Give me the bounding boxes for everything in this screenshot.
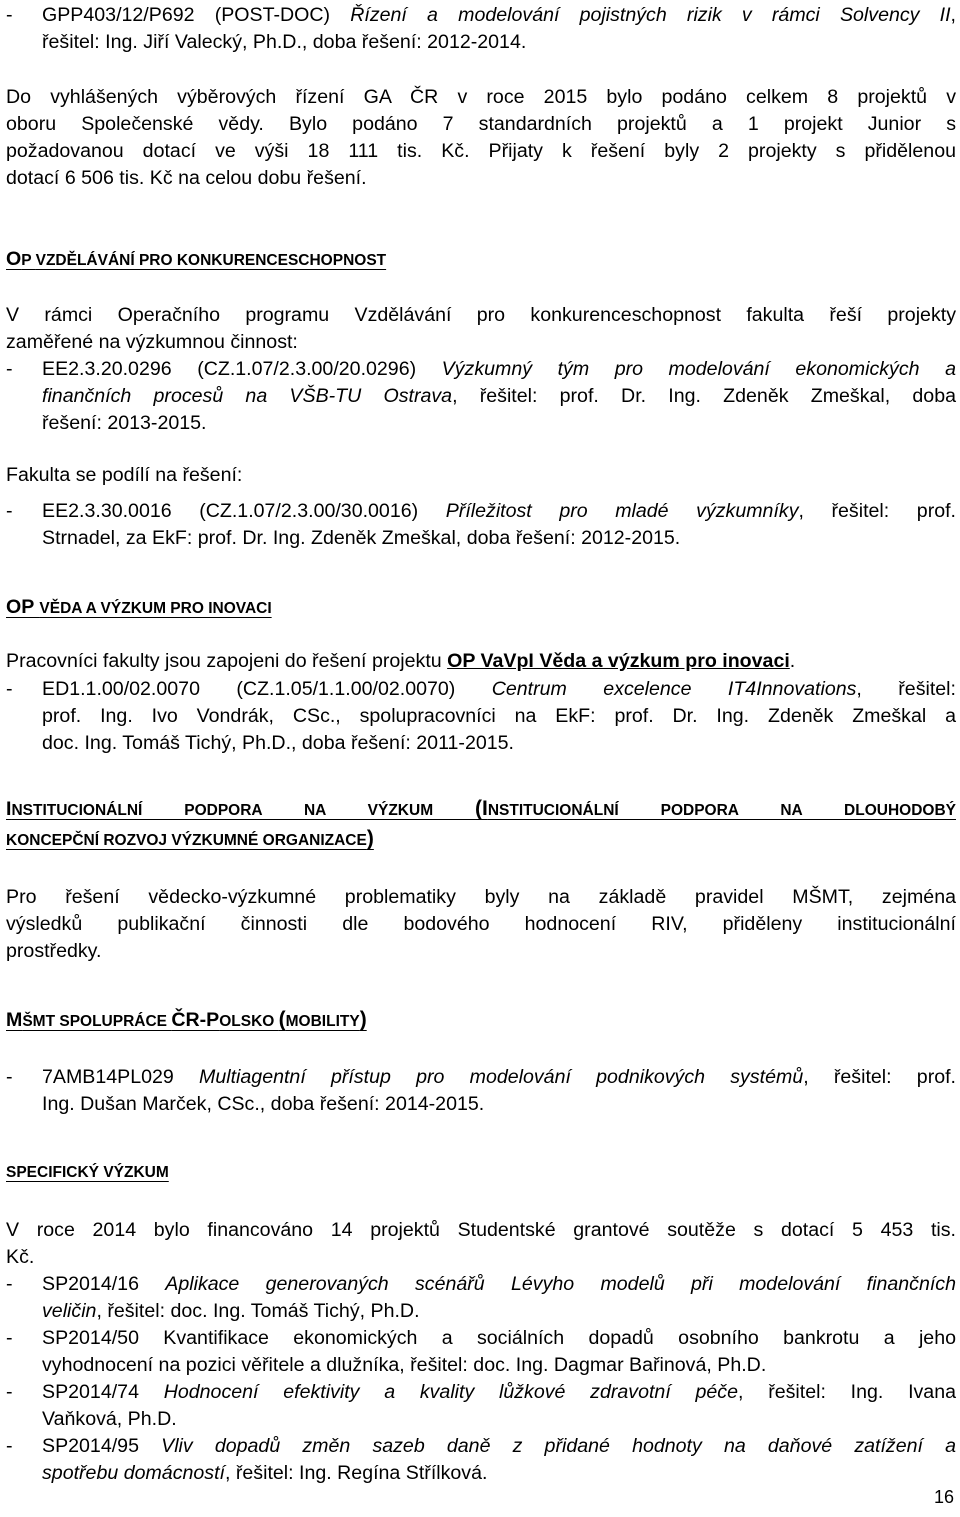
participates-label: Fakulta se podílí na řešení: bbox=[6, 464, 243, 486]
page-number: 16 bbox=[933, 1487, 954, 1507]
list-item-line: řešitel: Ing. Jiří Valecký, Ph.D., doba řešení: 2012-2014. bbox=[42, 31, 527, 53]
heading-institutional: INSTITUCIONÁLNÍ PODPORA NA VÝZKUM (INSTITUCIONÁLNÍ PODPORA NA DLOUHODOBÝ bbox=[6, 797, 956, 820]
institutional-paragraph: Pro řešení vědecko-výzkumné problematiky byly na základě pravidel MŠMT, zejména výsledků publikační činnosti dle bodového hodnocení RIV, přiděleny institucionální prostředky. bbox=[6, 886, 956, 962]
list-item-line: GPP403/12/P692 (POST-DOC) Řízení a modelování pojistných rizik v rámci Solvency II, bbox=[42, 4, 956, 26]
heading-institutional-line2: KONCEPČNÍ ROZVOJ VÝZKUMNÉ ORGANIZACE) bbox=[6, 827, 374, 850]
op-vk-intro: V rámci Operačního programu Vzdělávání pro konkurenceschopnost fakulta řeší projekty zaměřené na výzkumnou činnost: bbox=[6, 304, 956, 353]
specific-intro: V roce 2014 bylo financováno 14 projektů Studentské grantové soutěže s dotací 5 453 tis. Kč. bbox=[6, 1219, 956, 1268]
heading-specific: SPECIFICKÝ VÝZKUM bbox=[6, 1164, 169, 1181]
list-dash: - bbox=[6, 4, 13, 26]
op-vavpi-intro: Pracovníci fakulty jsou zapojeni do řešení projektu OP VaVpI Věda a výzkum pro inovaci. bbox=[6, 650, 796, 672]
ga-paragraph: Do vyhlášených výběrových řízení GA ČR v roce 2015 bylo podáno celkem 8 projektů v oboru Společenské vědy. Bylo podáno 7 standardních projektů a 1 projekt Junior s požadovanou dotací ve výši 18 111 tis. Kč. Přijaty k řešení byly 2 projekty s přidělenou dotací 6 506 tis. Kč na celou dobu řešení. bbox=[6, 86, 956, 189]
heading-msmt: MŠMT SPOLUPRÁCE ČR-POLSKO (MOBILITY) bbox=[6, 1008, 367, 1031]
heading-op-vavpi: OP VĚDA A VÝZKUM PRO INOVACI bbox=[6, 596, 272, 618]
heading-op-vk: OP VZDĚLÁVÁNÍ PRO KONKURENCESCHOPNOST bbox=[6, 248, 387, 270]
